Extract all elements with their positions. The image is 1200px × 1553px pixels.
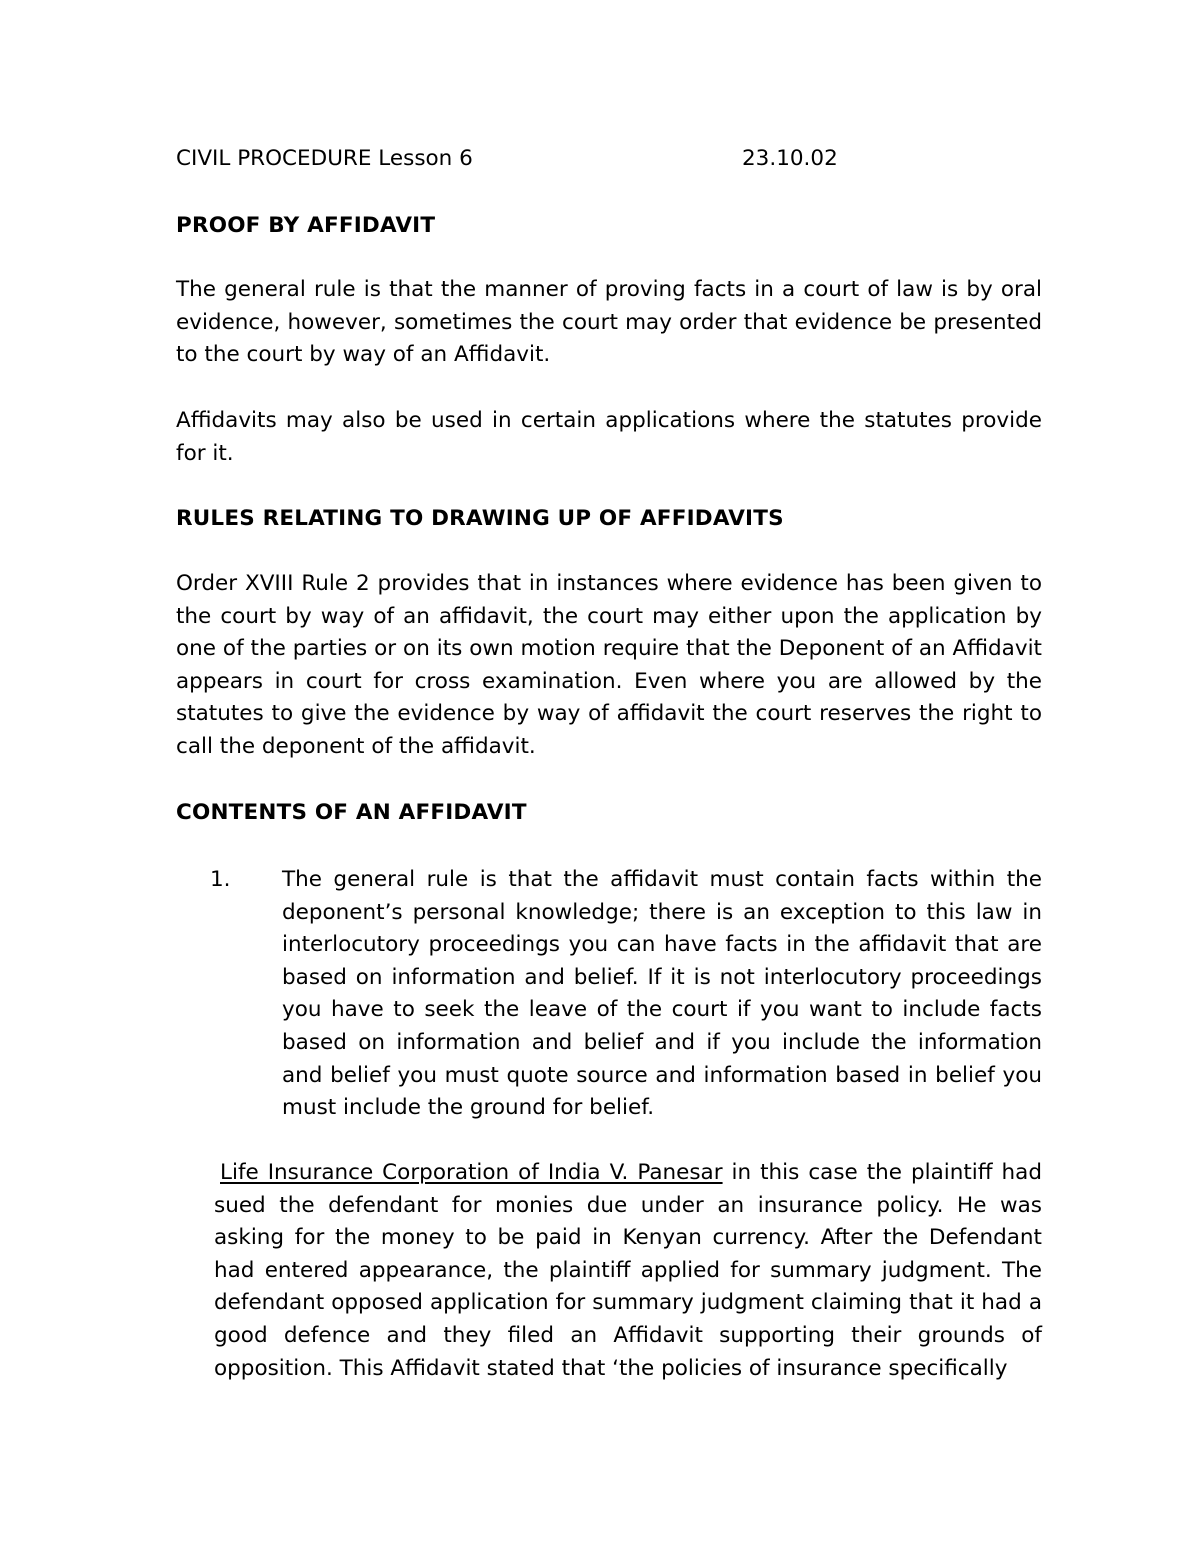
heading-proof-by-affidavit: PROOF BY AFFIDAVIT [176,213,436,238]
lesson-title: CIVIL PROCEDURE Lesson 6 [176,146,473,171]
lesson-date: 23.10.02 [742,146,838,171]
heading-rules-drawing-up: RULES RELATING TO DRAWING UP OF AFFIDAVITS [176,506,784,531]
case-text: in this case the plaintiff had sued the defendant for monies due under an insurance policy. He was asking for the money to be paid in Kenyan currency. After the Defendant had entered appearance, the plaintiff applied for summary judgment. The defendant opposed application for summary judgment claiming that it had a good defence and they filed an Affidavit supporting their grounds of opposition. This Affidavit stated that ‘the policies of insurance specifically [214,1160,1043,1381]
case-paragraph [214,1157,1042,1385]
paragraph-general-rule: The general rule is that the manner of proving facts in a court of law is by oral evidence, however, sometimes the court may order that evidence be presented to the court by way of an Affidavit. [176,277,1042,368]
heading-contents-of-affidavit: CONTENTS OF AN AFFIDAVIT [176,800,527,825]
list-item-text: The general rule is that the affidavit must contain facts within the deponent’s personal knowledge; there is an exception to this law in interlocutory proceedings you can have facts in the affidavit that are based on information and belief. If it is not interlocutory proceedings you have to seek the leave of the court if you want to include facts based on information and belief and if you include the information and belief you must quote source and information based in belief you must include the ground for belief. [282,867,1042,1121]
paragraph-affidavit-applications: Affidavits may also be used in certain applications where the statutes provide for it. [176,408,1042,466]
case-name: Life Insurance Corporation of India V. Panesar [220,1160,723,1185]
paragraph-order-xviii: Order XVIII Rule 2 provides that in instances where evidence has been given to the court by way of an affidavit, the court may either upon the application by one of the parties or on its own motion require that the Deponent of an Affidavit appears in court for cross examination. Even where you are allowed by the statutes to give the evidence by way of affidavit the court reserves the right to call the deponent of the affidavit. [176,571,1042,759]
list-item-number: 1. [210,867,231,892]
document-header [176,142,1046,176]
